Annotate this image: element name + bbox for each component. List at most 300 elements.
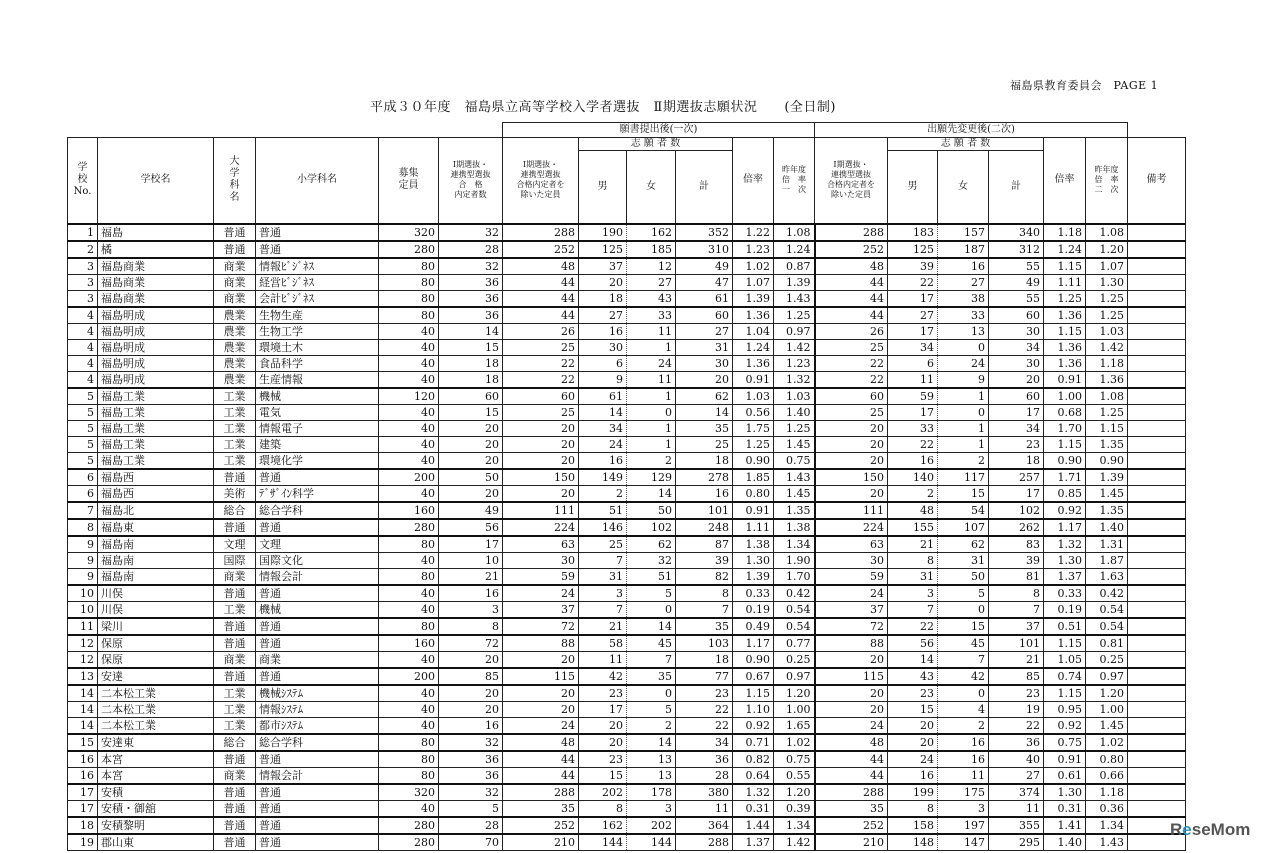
cell-remaining-1: 88 [503, 635, 579, 652]
cell-total-2: 20 [989, 371, 1044, 388]
cell-male-1: 30 [579, 339, 627, 355]
cell-ratio-1: 1.11 [733, 519, 774, 536]
cell-note [1128, 585, 1186, 602]
cell-male-2: 2 [888, 485, 938, 502]
cell-male-1: 162 [579, 817, 627, 834]
cell-female-1: 32 [627, 552, 676, 568]
cell-total-2: 374 [989, 784, 1044, 801]
table-row [68, 568, 1186, 585]
cell-dept: 農業 [214, 339, 256, 355]
cell-female-1: 11 [627, 371, 676, 388]
cell-female-1: 1 [627, 339, 676, 355]
cell-ratio-2: 1.15 [1044, 323, 1086, 339]
cell-early-pass: 16 [439, 717, 503, 734]
cell-remaining-1: 288 [503, 224, 579, 241]
cell-course: 機械 [256, 388, 379, 405]
cell-ratio-1: 0.31 [733, 800, 774, 817]
cell-prev-ratio-1: 0.54 [774, 618, 815, 635]
cell-dept: 商業 [214, 568, 256, 585]
table-row [68, 585, 1186, 602]
cell-course: 環境化学 [256, 452, 379, 469]
cell-remaining-2: 24 [815, 717, 888, 734]
cell-prev-ratio-1: 1.35 [774, 502, 815, 519]
cell-total-2: 17 [989, 485, 1044, 502]
cell-capacity: 160 [379, 502, 439, 519]
cell-school-no: 13 [68, 668, 98, 685]
cell-male-2: 7 [888, 601, 938, 618]
cell-capacity: 40 [379, 436, 439, 452]
cell-total-1: 18 [676, 651, 733, 668]
cell-ratio-2: 1.25 [1044, 290, 1086, 307]
cell-prev-ratio-2: 1.18 [1086, 355, 1128, 371]
cell-male-2: 20 [888, 717, 938, 734]
cell-course: 普通 [256, 635, 379, 652]
cell-school-name: 二本松工業 [98, 685, 214, 702]
cell-total-1: 22 [676, 701, 733, 717]
cell-male-1: 17 [579, 701, 627, 717]
cell-early-pass: 16 [439, 585, 503, 602]
cell-remaining-1: 20 [503, 651, 579, 668]
cell-capacity: 40 [379, 717, 439, 734]
cell-capacity: 80 [379, 307, 439, 324]
cell-male-1: 58 [579, 635, 627, 652]
cell-course: 都市ｼｽﾃﾑ [256, 717, 379, 734]
cell-note [1128, 355, 1186, 371]
cell-note [1128, 339, 1186, 355]
cell-total-1: 380 [676, 784, 733, 801]
cell-total-2: 81 [989, 568, 1044, 585]
cell-male-1: 24 [579, 436, 627, 452]
cell-ratio-2: 1.30 [1044, 784, 1086, 801]
cell-prev-ratio-2: 0.81 [1086, 635, 1128, 652]
cell-prev-ratio-2: 1.42 [1086, 339, 1128, 355]
cell-male-1: 23 [579, 751, 627, 768]
cell-female-2: 1 [938, 436, 989, 452]
cell-male-2: 33 [888, 420, 938, 436]
cell-ratio-1: 1.02 [733, 258, 774, 275]
cell-female-2: 147 [938, 834, 989, 851]
cell-total-2: 37 [989, 618, 1044, 635]
cell-capacity: 80 [379, 767, 439, 784]
cell-prev-ratio-1: 1.03 [774, 388, 815, 405]
cell-school-name: 保原 [98, 651, 214, 668]
cell-prev-ratio-2: 1.03 [1086, 323, 1128, 339]
cell-remaining-1: 210 [503, 834, 579, 851]
cell-male-1: 8 [579, 800, 627, 817]
cell-prev-ratio-1: 0.39 [774, 800, 815, 817]
cell-male-2: 56 [888, 635, 938, 652]
cell-total-2: 23 [989, 685, 1044, 702]
cell-course: 普通 [256, 834, 379, 851]
cell-ratio-1: 1.39 [733, 568, 774, 585]
cell-female-2: 117 [938, 469, 989, 486]
cell-male-2: 3 [888, 585, 938, 602]
cell-female-2: 62 [938, 536, 989, 553]
cell-ratio-2: 1.15 [1044, 258, 1086, 275]
cell-remaining-1: 59 [503, 568, 579, 585]
cell-prev-ratio-1: 1.45 [774, 436, 815, 452]
cell-school-no: 9 [68, 568, 98, 585]
cell-note [1128, 618, 1186, 635]
cell-female-1: 2 [627, 452, 676, 469]
cell-school-no: 9 [68, 536, 98, 553]
cell-male-2: 34 [888, 339, 938, 355]
cell-ratio-2: 1.18 [1044, 224, 1086, 241]
table-row [68, 290, 1186, 307]
cell-course: 情報会計 [256, 568, 379, 585]
cell-remaining-2: 20 [815, 436, 888, 452]
cell-school-name: 安達東 [98, 734, 214, 751]
cell-remaining-2: 22 [815, 371, 888, 388]
cell-female-2: 187 [938, 241, 989, 258]
cell-ratio-2: 1.15 [1044, 685, 1086, 702]
cell-capacity: 80 [379, 258, 439, 275]
cell-male-2: 43 [888, 668, 938, 685]
cell-capacity: 40 [379, 800, 439, 817]
cell-total-2: 7 [989, 601, 1044, 618]
cell-male-1: 202 [579, 784, 627, 801]
cell-female-2: 31 [938, 552, 989, 568]
cell-male-2: 155 [888, 519, 938, 536]
cell-course: 情報会計 [256, 767, 379, 784]
cell-male-2: 20 [888, 734, 938, 751]
cell-prev-ratio-1: 0.55 [774, 767, 815, 784]
cell-note [1128, 800, 1186, 817]
cell-ratio-2: 0.92 [1044, 717, 1086, 734]
cell-dept: 商業 [214, 651, 256, 668]
cell-prev-ratio-2: 0.66 [1086, 767, 1128, 784]
col-note: 備考 [1128, 138, 1186, 224]
cell-remaining-2: 44 [815, 290, 888, 307]
cell-school-name: 二本松工業 [98, 701, 214, 717]
table-row [68, 618, 1186, 635]
cell-remaining-1: 24 [503, 585, 579, 602]
cell-ratio-2: 1.05 [1044, 651, 1086, 668]
cell-course: 普通 [256, 668, 379, 685]
cell-remaining-1: 44 [503, 274, 579, 290]
table-row [68, 436, 1186, 452]
cell-male-1: 2 [579, 485, 627, 502]
cell-female-2: 24 [938, 355, 989, 371]
cell-remaining-2: 48 [815, 734, 888, 751]
cell-dept: 普通 [214, 585, 256, 602]
cell-male-1: 149 [579, 469, 627, 486]
table-row [68, 323, 1186, 339]
cell-total-2: 8 [989, 585, 1044, 602]
cell-male-2: 17 [888, 290, 938, 307]
cell-dept: 文理 [214, 536, 256, 553]
cell-prev-ratio-2: 1.25 [1086, 404, 1128, 420]
cell-female-1: 185 [627, 241, 676, 258]
cell-ratio-1: 1.10 [733, 701, 774, 717]
applications-table [67, 122, 1186, 851]
cell-dept: 商業 [214, 274, 256, 290]
cell-dept: 普通 [214, 668, 256, 685]
cell-remaining-2: 30 [815, 552, 888, 568]
cell-remaining-1: 44 [503, 751, 579, 768]
cell-remaining-2: 210 [815, 834, 888, 851]
cell-female-2: 107 [938, 519, 989, 536]
cell-male-2: 59 [888, 388, 938, 405]
cell-school-no: 4 [68, 355, 98, 371]
cell-female-1: 12 [627, 258, 676, 275]
cell-remaining-1: 20 [503, 701, 579, 717]
cell-male-2: 15 [888, 701, 938, 717]
cell-capacity: 80 [379, 618, 439, 635]
cell-total-2: 19 [989, 701, 1044, 717]
cell-male-2: 199 [888, 784, 938, 801]
cell-remaining-1: 115 [503, 668, 579, 685]
cell-early-pass: 17 [439, 536, 503, 553]
cell-prev-ratio-1: 0.25 [774, 651, 815, 668]
col-ratio-1: 倍率 [733, 138, 774, 224]
cell-total-1: 22 [676, 717, 733, 734]
cell-prev-ratio-1: 1.42 [774, 834, 815, 851]
cell-ratio-2: 0.90 [1044, 452, 1086, 469]
cell-early-pass: 28 [439, 817, 503, 834]
cell-female-1: 178 [627, 784, 676, 801]
cell-prev-ratio-1: 0.54 [774, 601, 815, 618]
cell-remaining-1: 22 [503, 371, 579, 388]
cell-ratio-1: 1.15 [733, 685, 774, 702]
cell-remaining-1: 37 [503, 601, 579, 618]
cell-school-no: 10 [68, 585, 98, 602]
cell-total-1: 101 [676, 502, 733, 519]
cell-course: 機械ｼｽﾃﾑ [256, 685, 379, 702]
cell-male-2: 14 [888, 651, 938, 668]
cell-male-1: 3 [579, 585, 627, 602]
cell-remaining-1: 48 [503, 258, 579, 275]
cell-course: 普通 [256, 241, 379, 258]
cell-remaining-1: 150 [503, 469, 579, 486]
cell-remaining-2: 252 [815, 817, 888, 834]
cell-course: 生物生産 [256, 307, 379, 324]
cell-remaining-2: 252 [815, 241, 888, 258]
cell-ratio-1: 1.39 [733, 290, 774, 307]
cell-course: 普通 [256, 618, 379, 635]
cell-capacity: 40 [379, 651, 439, 668]
cell-female-2: 0 [938, 601, 989, 618]
cell-note [1128, 485, 1186, 502]
cell-school-name: 福島南 [98, 552, 214, 568]
cell-total-2: 340 [989, 224, 1044, 241]
cell-early-pass: 36 [439, 751, 503, 768]
cell-capacity: 40 [379, 685, 439, 702]
cell-prev-ratio-1: 1.00 [774, 701, 815, 717]
table-row [68, 307, 1186, 324]
cell-early-pass: 36 [439, 290, 503, 307]
cell-total-2: 22 [989, 717, 1044, 734]
cell-dept: 普通 [214, 635, 256, 652]
cell-school-name: 福島明成 [98, 323, 214, 339]
cell-school-name: 福島商業 [98, 258, 214, 275]
cell-school-name: 本宮 [98, 751, 214, 768]
col-course: 小学科名 [256, 138, 379, 224]
cell-ratio-1: 1.36 [733, 355, 774, 371]
cell-remaining-2: 48 [815, 258, 888, 275]
cell-school-name: 福島南 [98, 568, 214, 585]
cell-dept: 工業 [214, 685, 256, 702]
cell-total-1: 77 [676, 668, 733, 685]
table-row [68, 339, 1186, 355]
cell-school-no: 16 [68, 767, 98, 784]
cell-ratio-1: 0.91 [733, 502, 774, 519]
cell-early-pass: 15 [439, 339, 503, 355]
cell-school-no: 19 [68, 834, 98, 851]
cell-capacity: 80 [379, 290, 439, 307]
cell-female-1: 0 [627, 685, 676, 702]
cell-ratio-2: 1.40 [1044, 834, 1086, 851]
cell-course: 経営ﾋﾞｼﾞﾈｽ [256, 274, 379, 290]
cell-remaining-2: 44 [815, 767, 888, 784]
cell-female-1: 45 [627, 635, 676, 652]
cell-total-1: 14 [676, 404, 733, 420]
cell-prev-ratio-1: 0.87 [774, 258, 815, 275]
cell-female-1: 35 [627, 668, 676, 685]
table-row [68, 767, 1186, 784]
cell-ratio-2: 1.15 [1044, 635, 1086, 652]
cell-school-name: 川俣 [98, 601, 214, 618]
table-row [68, 355, 1186, 371]
cell-total-1: 310 [676, 241, 733, 258]
cell-remaining-2: 20 [815, 651, 888, 668]
cell-early-pass: 85 [439, 668, 503, 685]
cell-total-1: 278 [676, 469, 733, 486]
cell-male-1: 20 [579, 717, 627, 734]
cell-school-name: 川俣 [98, 585, 214, 602]
cell-course: 普通 [256, 224, 379, 241]
cell-early-pass: 8 [439, 618, 503, 635]
cell-ratio-1: 0.92 [733, 717, 774, 734]
cell-school-name: 福島西 [98, 469, 214, 486]
cell-ratio-1: 1.17 [733, 635, 774, 652]
cell-prev-ratio-1: 1.08 [774, 224, 815, 241]
cell-ratio-2: 1.11 [1044, 274, 1086, 290]
table-row [68, 701, 1186, 717]
cell-early-pass: 72 [439, 635, 503, 652]
cell-course: 普通 [256, 800, 379, 817]
cell-ratio-1: 0.19 [733, 601, 774, 618]
cell-prev-ratio-2: 0.54 [1086, 618, 1128, 635]
cell-remaining-2: 224 [815, 519, 888, 536]
cell-remaining-1: 252 [503, 241, 579, 258]
cell-school-name: 福島明成 [98, 355, 214, 371]
cell-female-2: 0 [938, 404, 989, 420]
cell-remaining-2: 37 [815, 601, 888, 618]
cell-male-1: 25 [579, 536, 627, 553]
cell-total-1: 61 [676, 290, 733, 307]
cell-total-1: 31 [676, 339, 733, 355]
col-applicants-2: 志 願 者 数 [888, 138, 1044, 151]
cell-prev-ratio-2: 1.02 [1086, 734, 1128, 751]
cell-capacity: 40 [379, 323, 439, 339]
table-row [68, 635, 1186, 652]
cell-remaining-1: 25 [503, 404, 579, 420]
cell-note [1128, 307, 1186, 324]
cell-ratio-1: 1.03 [733, 388, 774, 405]
cell-male-1: 16 [579, 323, 627, 339]
cell-female-2: 54 [938, 502, 989, 519]
cell-ratio-2: 0.33 [1044, 585, 1086, 602]
cell-remaining-1: 224 [503, 519, 579, 536]
cell-female-2: 7 [938, 651, 989, 668]
cell-school-no: 12 [68, 651, 98, 668]
cell-male-2: 11 [888, 371, 938, 388]
cell-remaining-2: 44 [815, 274, 888, 290]
table-row [68, 734, 1186, 751]
cell-total-1: 39 [676, 552, 733, 568]
cell-note [1128, 601, 1186, 618]
cell-remaining-1: 288 [503, 784, 579, 801]
cell-school-no: 5 [68, 436, 98, 452]
cell-prev-ratio-2: 1.36 [1086, 371, 1128, 388]
table-row [68, 485, 1186, 502]
cell-note [1128, 323, 1186, 339]
cell-prev-ratio-2: 1.45 [1086, 717, 1128, 734]
cell-prev-ratio-2: 1.30 [1086, 274, 1128, 290]
cell-remaining-1: 48 [503, 734, 579, 751]
cell-capacity: 40 [379, 371, 439, 388]
cell-school-no: 5 [68, 404, 98, 420]
cell-dept: 総合 [214, 734, 256, 751]
cell-dept: 工業 [214, 601, 256, 618]
cell-prev-ratio-1: 1.40 [774, 404, 815, 420]
cell-prev-ratio-2: 1.18 [1086, 784, 1128, 801]
cell-note [1128, 767, 1186, 784]
cell-total-1: 103 [676, 635, 733, 652]
cell-ratio-2: 1.36 [1044, 307, 1086, 324]
cell-early-pass: 50 [439, 469, 503, 486]
cell-total-1: 34 [676, 734, 733, 751]
cell-capacity: 40 [379, 585, 439, 602]
cell-total-2: 30 [989, 355, 1044, 371]
table-body [68, 224, 1186, 851]
cell-school-name: 福島工業 [98, 436, 214, 452]
cell-ratio-1: 0.33 [733, 585, 774, 602]
cell-note [1128, 436, 1186, 452]
cell-school-no: 4 [68, 323, 98, 339]
cell-remaining-1: 22 [503, 355, 579, 371]
cell-prev-ratio-2: 0.80 [1086, 751, 1128, 768]
cell-total-2: 355 [989, 817, 1044, 834]
col-total-2: 計 [989, 151, 1044, 224]
cell-female-1: 5 [627, 701, 676, 717]
cell-capacity: 40 [379, 339, 439, 355]
cell-female-1: 14 [627, 485, 676, 502]
group-header-second: 出願先変更後(二次) [815, 123, 1128, 138]
cell-total-1: 62 [676, 388, 733, 405]
cell-total-1: 82 [676, 568, 733, 585]
table-row [68, 751, 1186, 768]
cell-male-1: 20 [579, 734, 627, 751]
cell-ratio-1: 0.56 [733, 404, 774, 420]
cell-ratio-2: 1.15 [1044, 436, 1086, 452]
cell-early-pass: 18 [439, 371, 503, 388]
cell-ratio-1: 1.22 [733, 224, 774, 241]
cell-school-no: 3 [68, 274, 98, 290]
table-row [68, 552, 1186, 568]
cell-ratio-1: 1.38 [733, 536, 774, 553]
cell-school-no: 9 [68, 552, 98, 568]
cell-early-pass: 18 [439, 355, 503, 371]
cell-dept: 普通 [214, 241, 256, 258]
cell-note [1128, 568, 1186, 585]
cell-female-1: 162 [627, 224, 676, 241]
cell-remaining-1: 20 [503, 436, 579, 452]
cell-note [1128, 404, 1186, 420]
cell-prev-ratio-1: 0.97 [774, 323, 815, 339]
cell-female-2: 9 [938, 371, 989, 388]
